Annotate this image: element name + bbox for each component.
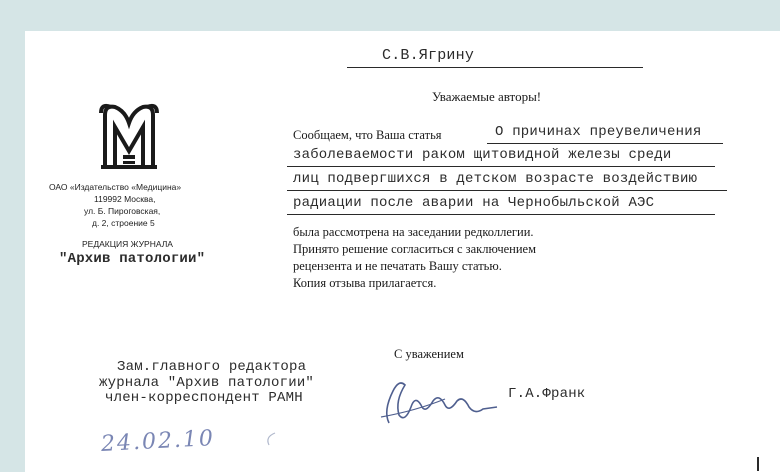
title-underline-2 xyxy=(287,166,715,167)
body-line-4: Копия отзыва прилагается. xyxy=(293,276,437,290)
pen-mark-icon xyxy=(261,429,281,449)
signatory-title-3: член-корреспондент РАМН xyxy=(105,390,303,406)
signatory-name: Г.А.Франк xyxy=(508,386,586,402)
article-title-line-4: радиации после аварии на Чернобыльской АЭС xyxy=(293,195,655,211)
letter-page xyxy=(25,31,780,472)
article-title-line-1: О причинах преувеличения xyxy=(495,124,702,140)
title-underline-1 xyxy=(487,143,723,144)
title-underline-3 xyxy=(287,190,727,191)
publisher-logo-icon xyxy=(97,101,161,173)
body-line-1: была рассмотрена на заседании редколлегии. xyxy=(293,225,534,239)
signature-icon xyxy=(375,371,505,431)
intro-text: Сообщаем, что Ваша статья xyxy=(293,128,442,142)
article-title-line-3: лиц подвергшихся в детском возрасте воздействию xyxy=(293,171,698,187)
signatory-title-2: журнала "Архив патологии" xyxy=(99,375,315,391)
journal-name: "Архив патологии" xyxy=(59,251,206,267)
addressee-underline xyxy=(347,67,643,68)
publisher-name: ОАО «Издательство «Медицина» xyxy=(49,182,182,192)
publisher-address-3: д. 2, строение 5 xyxy=(92,218,155,228)
publisher-address-1: 119992 Москва, xyxy=(94,194,156,204)
article-title-line-2: заболеваемости раком щитовидной железы среди xyxy=(293,147,672,163)
body-line-2: Принято решение согласиться с заключением xyxy=(293,242,537,256)
edge-mark xyxy=(757,457,759,471)
handwritten-date: 24.02.10 xyxy=(100,426,216,457)
addressee: С.В.Ягрину xyxy=(382,47,475,64)
closing: С уважением xyxy=(394,347,464,361)
title-underline-4 xyxy=(287,214,715,215)
editorial-label: РЕДАКЦИЯ ЖУРНАЛА xyxy=(82,239,173,249)
body-line-3: рецензента и не печатать Вашу статью. xyxy=(293,259,502,273)
signatory-title-1: Зам.главного редактора xyxy=(117,359,307,375)
salutation: Уважаемые авторы! xyxy=(432,89,542,104)
publisher-address-2: ул. Б. Пироговская, xyxy=(84,206,161,216)
